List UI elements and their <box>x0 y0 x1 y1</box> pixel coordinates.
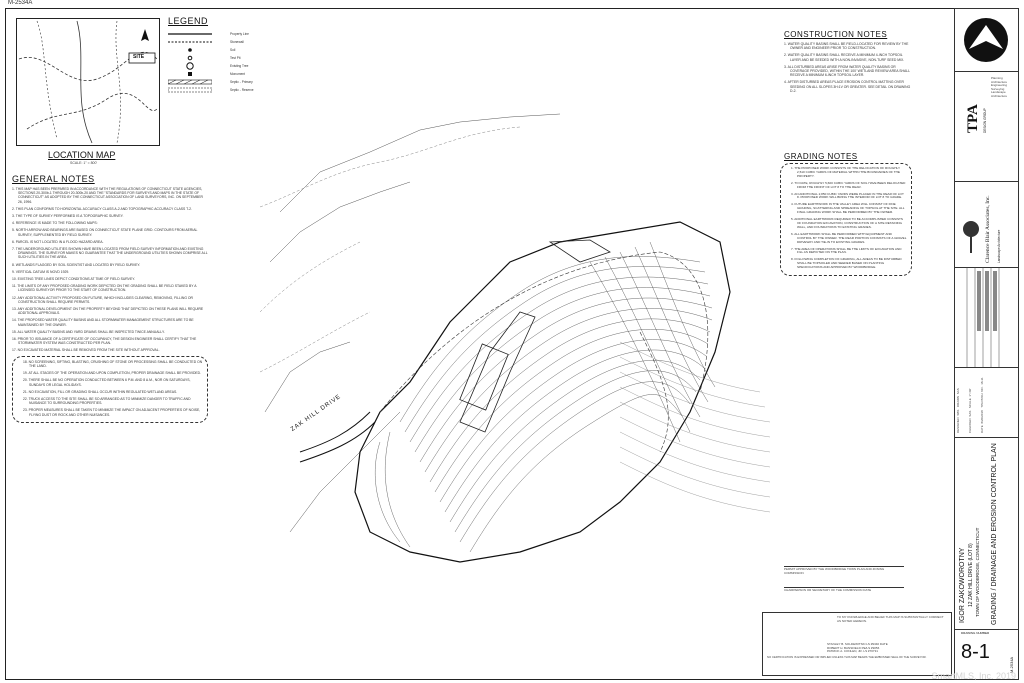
landscape-firm-name: Clarence Blair Associates, Inc. <box>985 195 991 263</box>
road-label: ZAK HILL DRIVE <box>290 393 343 433</box>
general-note: 16. PRIOR TO ISSUANCE OF A CERTIFICATE OF OCCUPANCY, THE DESIGN ENGINEER SHALL CERTIFY THAT THE STORMWATER SYSTEM WAS CONSTRUCTED PER PLAN. <box>12 337 197 346</box>
general-note: 4. REFERENCE IS MADE TO THE FOLLOWING MAPS: <box>12 221 98 226</box>
construction-notes-title: CONSTRUCTION NOTES <box>784 30 888 39</box>
legend-item: Test Pit <box>168 54 278 62</box>
certification-statement: TO MY KNOWLEDGE AND BELIEF THIS MAP IS SUBSTANTIALLY CORRECT AS NOTED HEREON. <box>837 615 944 623</box>
construction-note: 2. WATER QUALITY BASINS SHALL RECEIVE A MINIMUM 4-INCH TOPSOIL LAYER AND BE SEEDED WITH A NON-INVASIVE, NON-TURF SEED MIX. <box>784 53 905 62</box>
meta-label: CHECKED <box>968 418 972 433</box>
general-note: 1. THIS MAP HAS BEEN PREPARED IN ACCORDANCE WITH THE REGULATIONS OF CONNECTICUT STATE AGENCIES, SECTIONS 20-300b-1 THROUGH 20-300b-20 AND THE "STANDARDS FOR SURVEYS AND MAPS IN THE STATE OF CONNECTICUT" AS ADOPTED BY THE CONNECTICUT ASSOCIATION OF LAND SURVEYORS, INC. ON SEPTEMBER 26, 1996. <box>12 187 203 204</box>
general-notes-title: GENERAL NOTES <box>12 174 95 184</box>
meta-labels-2 <box>969 388 973 433</box>
construction-notes-list <box>784 42 912 93</box>
project-title-block <box>955 437 1018 630</box>
grading-note: 7. THE AREA OF OPERATIONS SHALL BE THE LIMITS OF EXCAVATION AND FILL AS DEPICTED ON THE PLAN. <box>791 246 902 255</box>
legend-item: Soil <box>168 46 278 54</box>
firm-logo-block <box>955 9 1018 72</box>
legend-item: Stonewall <box>230 40 244 44</box>
meta-labels <box>957 388 961 433</box>
landscape-firm-sub: Landscape Architecture <box>997 229 1001 263</box>
construction-note: 3. ALL DISTURBED AREAS ARISE FROM WATER QUALITY BASINS OR COVERAGE PROVIDED, WITHIN THE 100' WETLAND REVIEW AREA SHALL RECEIVE A MINIMUM 6-INCH TOPSOIL LAYER. <box>784 64 910 78</box>
general-note: 20. THERE SHALL BE NO OPERATION CONDUCTED BETWEEN 6 P.M. AND 8 A.M., NOR ON SATURDAYS, SUNDAYS OR LEGAL HOLIDAYS. <box>23 378 191 387</box>
meta-label: TPA PROJ. NO. <box>980 386 984 408</box>
grading-notes-list <box>780 163 912 276</box>
drawing-number: 8-1 <box>961 641 990 663</box>
tree-logo-icon <box>961 217 981 257</box>
meta-value: 18-11 <box>980 377 984 385</box>
general-note: 6. PARCEL IS NOT LOCATED IN A FLOOD HAZARD AREA. <box>12 239 104 244</box>
meta-value: SAS <box>956 388 960 395</box>
project-owner: IGOR ZAKOWOROTNY <box>959 547 966 623</box>
meta-label: DRAWN <box>956 395 960 408</box>
meta-value: 8/20/2018 <box>980 410 984 424</box>
grading-notes <box>780 152 912 276</box>
meta-value: SBS <box>956 409 960 416</box>
certification-signer: STANLEY B. SOLDEWITSKI LS #9340 DATE <box>827 642 888 647</box>
certification-footer: NO CERTIFICATION IS EXPRESSED OR IMPLIED UNLESS THIS MAP BEARS THE EMBOSSED SEAL OF THE SURVEYOR. <box>767 654 927 659</box>
general-note: 11. THE LIMITS OF ANY PROPOSED GRADING WORK DEPICTED ON THE GRADING SHALL BE FIELD STAKED BY A LICENSED SURVEYOR PRIOR TO THE START OF CONSTRUCTION. <box>12 284 197 293</box>
site-label: SITE <box>133 54 145 60</box>
general-notes-clouded <box>12 356 208 423</box>
firm-logo-sub: DESIGN GROUP <box>983 108 987 133</box>
general-note: 14. THE PROPOSED WATER QUALITY BASINS AND ALL STORMWATER MANAGEMENT STRUCTURES ARE TO BE MAINTAINED BY THE OWNER. <box>12 318 194 327</box>
general-note: 18. NO SCREENING, SIFTING, BLASTING, CRUSHING OF STONE OR PROCESSING SHALL BE CONDUCTED ON THE LAND. <box>23 359 203 368</box>
watermark: SmartMLS, Inc. 2019 <box>931 671 1016 681</box>
general-notes-list <box>12 187 208 353</box>
legend-item: Septic - Primary <box>168 78 278 86</box>
revision-grid <box>955 267 1018 367</box>
general-note: 8. WETLANDS FLAGGED BY SOIL SCIENTIST AND LOCATED BY FIELD SURVEY. <box>12 262 141 267</box>
meta-value: SAS <box>968 410 972 417</box>
construction-note: 1. WATER QUALITY BASINS SHALL BE FIELD-LOCATED FOR REVIEW BY THE OWNER AND ENGINEER PRIOR TO CONSTRUCTION. <box>784 42 909 51</box>
grading-note: 3. AN ADDITIONAL 2,850 CUBIC YARDS WERE PLACED IN THE REAR OF LOT 8. PROPOSED WORK WILL BRING THE INTERIOR OF LOT 8 TO GRADE. <box>791 191 904 200</box>
grading-note: 4. FUTURE EARTHWORK IN THE VALLEY AREA WILL CONSIST OF FINE GRADING, SCATTERING AND SPREADING OF TOPSOIL AT THE SITE. ALL FINAL GRADING WORK SHALL BE PERFORMED BY THE OWNER. <box>791 202 905 215</box>
sheet-code-top: M-2534A <box>8 0 33 6</box>
general-note: 21. NO EXCAVATION, FILL OR GRADING SHALL OCCUR WITHIN REGULATED WETLAND AREAS. <box>23 389 178 394</box>
grading-note: 5. ADDITIONAL EARTHWORK REQUIRED TO BE ACCOMPLISHED CONSISTS OF FOUNDATION EXCAVATION, CONSTRUCTION OF A SITE RETAINING WALL, AND FOUNDATIONS TO EXISTING GRADES. <box>791 217 903 229</box>
general-note: 13. ANY ADDITIONAL DEVELOPMENT ON THE PROPERTY BEYOND THAT DEPICTED ON THESE PLANS WILL REQUIRE ADDITIONAL APPROVALS. <box>12 307 204 316</box>
general-note: 5. NORTH ARROW AND BEARINGS ARE BASED ON CONNECTICUT STATE PLANE GRID. CONTOURS FROM AERIAL SURVEY, SUPPLEMENTED BY FIELD SURVEY. <box>12 228 198 237</box>
legend-title: LEGEND <box>168 16 209 26</box>
grading-note: 1. THE PROPOSED WORK CONSISTS OF THE RELOCATION OF ROUGHLY 2,510 CUBIC YARDS OF MATERIAL WITHIN THE BOUNDARIES OF THE PROPERTY. <box>791 166 901 178</box>
construction-notes <box>784 30 912 96</box>
general-note: 2. THIS PLAN CONFORMS TO HORIZONTAL ACCURACY CLASS A-2 AND TOPOGRAPHIC ACCURACY CLASS T-2. <box>12 206 192 211</box>
grading-note: 6. ALL EARTHWORK SHALL BE PERFORMED WITH EQUIPMENT AND CONTROL BY THE OWNER. THE REAR PORTION CONSISTS OF A GRAVEL DRIVEWAY AND TIE-IN TO EXISTING GRADES. <box>791 231 907 244</box>
site-plan-drawing <box>260 112 780 582</box>
general-note: 3. THE TYPE OF SURVEY PERFORMED IS A TOPOGRAPHIC SURVEY. <box>12 214 124 219</box>
general-note: 12. ANY ADDITIONAL ACTIVITY PROPOSED ON FUTURE, WHICH INCLUDES CLEARING, REMOVING, FILLING OR CONSTRUCTION SHALL REQUIRE PERMITS. <box>12 295 193 304</box>
firm-logo: TPA <box>965 104 981 133</box>
approval-line-1: PERMIT APPROVED BY THE WOODBRIDGE TOWN PLAN AND ZONING COMMISSION <box>784 566 904 575</box>
grading-notes-title: GRADING NOTES <box>784 152 858 161</box>
grading-note: 2. TO DATE, ROUGHLY 5,600 CUBIC YARDS OF SOIL HAVE BEEN RELOCATED FROM THE FRONT OF LOT 8 TO THE REAR. <box>791 180 906 189</box>
legend-item: Existing Tree <box>168 62 278 70</box>
drawing-number-label: DRAWING NUMBER <box>961 631 990 635</box>
grading-note: 8. FOLLOWING COMPLETION OF GRADING, ALL AREAS TO BE DISTURBED SHALL BE TOPSOILED AND SEEDED BASED ON PLANTING SPECIFICATIONS AND APPROVED BY WOODBRIDGE. <box>791 257 902 270</box>
general-note: 15. ALL WATER QUALITY BASINS AND YARD DRAINS SHALL BE INSPECTED TWICE ANNUALLY. <box>12 329 165 334</box>
firm-info <box>955 71 1018 182</box>
project-title: GRADING / DRAINAGE AND EROSION CONTROL PLAN <box>991 443 998 625</box>
revision-table <box>955 267 1018 368</box>
site-plan <box>260 112 780 582</box>
general-note: 19. AT ALL STAGES OF THE OPERATION AND UPON COMPLETION, PROPER DRAINAGE SHALL BE PROVIDED. <box>23 371 202 376</box>
general-notes <box>12 174 208 423</box>
approval-line-2: CHAIRPERSON OR SECRETARY OF THE COMMISSION DATE <box>784 587 904 593</box>
meta-label: DESIGNED <box>956 417 960 433</box>
general-note: 10. EXISTING TREE LINES DEPICT CONDITIONS AT TIME OF FIELD SURVEY. <box>12 277 135 282</box>
certification-box <box>762 612 952 676</box>
legend-item: Septic - Reserve <box>168 86 278 94</box>
firm-disciplines: Planning Architecture Engineering Surveying Landscape Architecture <box>991 76 1008 98</box>
location-map-scale: SCALE: 1" = 800' <box>70 161 98 165</box>
meta-label: SCALE <box>968 398 972 409</box>
location-map <box>16 18 160 146</box>
meta-value: 1"=40' <box>968 388 972 397</box>
north-arrow-icon <box>955 9 1018 71</box>
legend-item: Property Line <box>230 32 249 36</box>
meta-table <box>955 367 1018 438</box>
landscape-firm <box>955 181 1018 268</box>
title-block <box>954 8 1019 680</box>
legend-item: Monument <box>168 70 278 78</box>
location-map-drawing <box>17 19 159 145</box>
location-map-title: LOCATION MAP <box>48 150 116 160</box>
general-note: 9. VERTICAL DATUM IS NGVD 1929. <box>12 269 70 274</box>
sheet-code-side: M-2534A <box>1009 656 1014 673</box>
general-note: 22. TRUCK ACCESS TO THE SITE SHALL BE SO ARRANGED AS TO MINIMIZE DANGER TO TRAFFIC AND NUISANCE TO SURROUNDING PROPERTIES. <box>23 396 191 406</box>
meta-label: DATE <box>980 425 984 433</box>
certification-signer: PATRICK A. CONLEN, JR. LS #70731 <box>827 649 878 654</box>
construction-note: 4. AFTER DISTURBED AREAS PLACE EROSION CONTROL MATTING OVER SEEDING ON ALL SLOPES 3H:1V OR GREATER. SEE DETAIL ON DRAWING D-2. <box>784 80 911 93</box>
project-address: 12 ZAK HILL DRIVE (LOT 8) <box>968 543 974 607</box>
project-town: TOWN OF WOODBRIDGE, CONNECTICUT <box>975 527 980 617</box>
certification-signer: ROBERT H. BANSFIELD PE/LS #9056 <box>827 645 880 650</box>
general-note: 17. NO EXCAVATED MATERIAL SHALL BE REMOVED FROM THE SITE WITHOUT APPROVAL. <box>12 348 160 353</box>
approval-box <box>784 566 904 606</box>
meta-labels-3 <box>981 377 985 433</box>
legend <box>168 16 278 94</box>
general-note: 23. PROPER MEASURES SHALL BE TAKEN TO MINIMIZE THE IMPACT ON ADJACENT PROPERTIES OF NOISE, FLYING DUST OR ROCK AND OTHER NUISANCES. <box>23 408 201 417</box>
general-note: 7. THE UNDERGROUND UTILITIES SHOWN HAVE BEEN LOCATED FROM FIELD SURVEY INFORMATION AND EXISTING DRAWINGS. THE SURVEYOR MAKES NO GUARANTEE THAT THE UNDERGROUND UTILITIES SHOWN COMPRISE ALL SUCH UTILITIES IN THE AREA. <box>12 247 208 260</box>
